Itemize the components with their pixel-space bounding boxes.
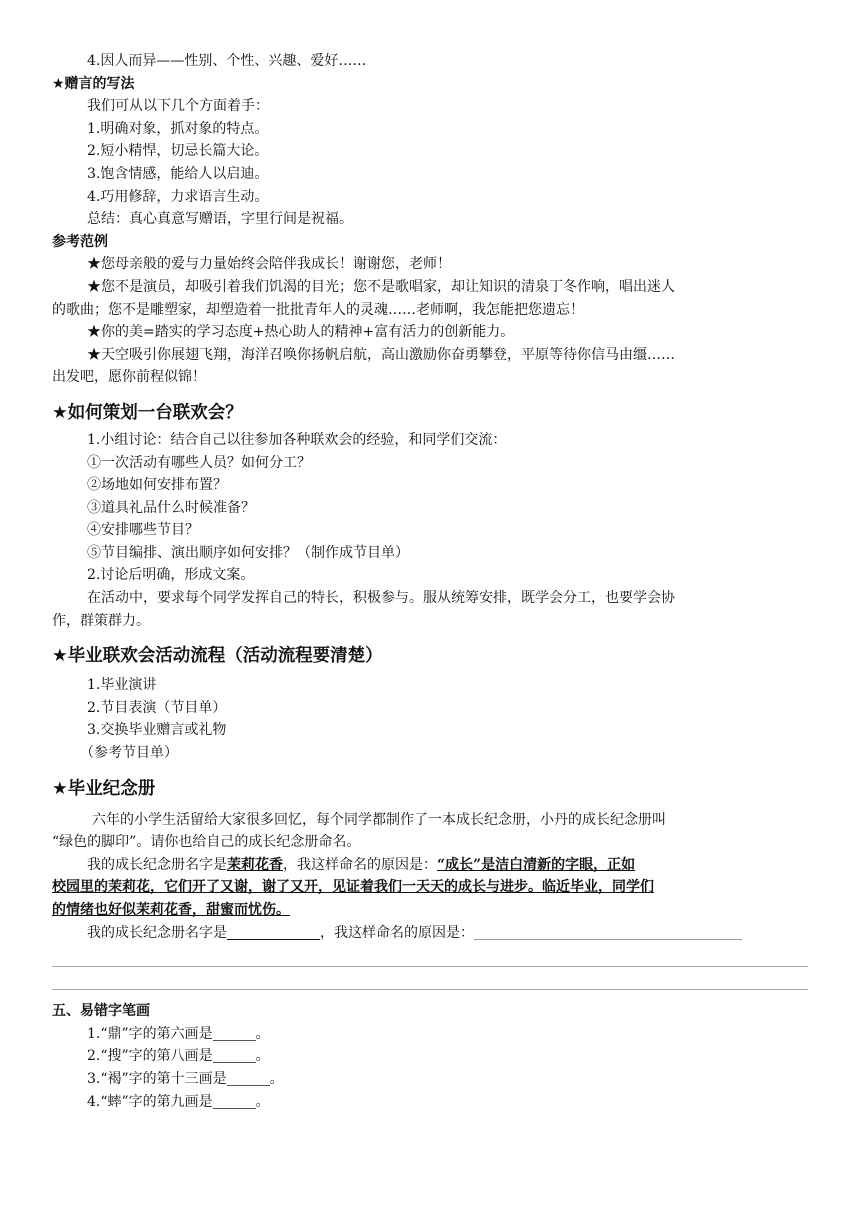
plan-note-line-1: 在活动中，要求每个同学发挥自己的特长，积极参与。服从统筹安排，既学会分工，也要学会协 [87,590,675,607]
zengyan-heading: ★赠言的写法 [52,75,135,92]
album-example-mid: ，我这样命名的原因是： [283,856,437,873]
flow-item-3: 3.交换毕业赠言或礼物 [87,722,227,739]
examples-heading: 参考范例 [52,233,108,250]
album-intro-line-1: 六年的小学生活留给大家很多回忆，每个同学都制作了一本成长纪念册，小丹的成长纪念册叫 [92,811,666,828]
top-item-4: 4.因人而异——性别、个性、兴趣、爱好…… [87,53,367,69]
example-4-line-2: 出发吧，愿你前程似锦！ [52,369,206,386]
plan-step-1: 1.小组讨论：结合自己以往参加各种联欢会的经验，和同学们交流： [87,431,507,448]
plan-question-1: ①一次活动有哪些人员？如何分工？ [87,454,311,471]
stroke-item-4-blank[interactable] [213,1095,256,1109]
stroke-item-2 [52,1045,808,1068]
album-example-reason-2: 校园里的茉莉花，它们开了又谢，谢了又开，见证着我们一天天的成长与进步。临近毕业，同学们 [52,879,654,896]
example-1: ★您母亲般的爱与力量始终会陪伴我成长！谢谢您，老师！ [87,256,451,273]
answer-rule-1[interactable] [52,944,808,967]
zengyan-item-4: 4.巧用修辞，力求语言生动。 [87,188,269,205]
example-4-line-1: ★天空吸引你展翅飞翔，海洋召唤你扬帆启航，高山激励你奋勇攀登，平原等待你信马由缰…… [87,346,675,363]
album-reason-blank[interactable] [474,925,742,940]
stroke-item-1 [52,1023,808,1046]
album-mine-mid: ，我这样命名的原因是： [320,924,474,941]
plan-question-4: ④安排哪些节目？ [87,522,199,539]
stroke-item-4 [52,1091,808,1114]
zengyan-summary: 总结：真心真意写赠语，字里行间是祝福。 [87,211,353,228]
album-example-line-1 [52,854,808,877]
plan-question-5: ⑤节目编排、演出顺序如何安排？（制作成节目单） [87,544,409,561]
album-example-name: 茉莉花香 [227,856,283,873]
worksheet-page [52,50,808,1113]
flow-item-2: 2.节目表演（节目单） [87,699,227,716]
flow-heading: ★毕业联欢会活动流程（活动流程要清楚） [52,646,383,667]
stroke-item-1-blank[interactable] [213,1027,256,1041]
album-name-blank[interactable] [227,925,320,940]
answer-rule-2[interactable] [52,967,808,990]
stroke-item-3 [52,1068,808,1091]
flow-item-1: 1.毕业演讲 [87,677,157,694]
zengyan-item-2: 2.短小精悍，切忌长篇大论。 [87,143,269,160]
strokes-heading: 五、易错字笔画 [52,1003,150,1020]
album-example-prefix: 我的成长纪念册名字是 [87,856,227,873]
stroke-item-4-text: 4.“蟀”字的第九画是 [87,1093,213,1110]
stroke-item-1-text: 1.“鼎”字的第六画是 [87,1025,213,1042]
plan-question-2: ②场地如何安排布置？ [87,477,227,494]
album-intro-line-2: “绿色的脚印”。请你也给自己的成长纪念册命名。 [52,834,361,851]
example-3: ★你的美=踏实的学习态度+热心助人的精神+富有活力的创新能力。 [87,324,515,341]
stroke-item-3-blank[interactable] [227,1072,270,1086]
album-example-reason-3: 的情绪也好似茉莉花香，甜蜜而忧伤。 [52,902,290,918]
plan-question-3: ③道具礼品什么时候准备？ [87,499,255,516]
plan-step-2: 2.讨论后明确，形成文案。 [87,567,255,584]
album-mine-line [52,922,808,945]
stroke-item-1-end: 。 [255,1025,270,1042]
album-example-reason-1: “成长”是洁白清新的字眼，正如 [437,856,636,873]
zengyan-intro: 我们可从以下几个方面着手： [87,98,269,115]
stroke-item-2-text: 2.“搜”字的第八画是 [87,1048,213,1065]
stroke-item-2-blank[interactable] [213,1049,256,1063]
example-2-line-1: ★您不是演员，却吸引着我们饥渴的目光；您不是歌唱家，却让知识的清泉丁冬作响，唱出迷人 [87,278,675,295]
zengyan-item-3: 3.饱含情感，能给人以启迪。 [87,165,269,182]
zengyan-item-1: 1.明确对象，抓对象的特点。 [87,120,269,137]
stroke-item-3-end: 。 [269,1070,284,1087]
plan-heading: ★如何策划一台联欢会？ [52,402,243,423]
flow-note: （参考节目单） [80,745,178,762]
album-mine-prefix: 我的成长纪念册名字是 [87,924,227,941]
stroke-item-2-end: 。 [255,1048,270,1065]
plan-note-line-2: 作，群策群力。 [52,612,150,629]
example-2-line-2: 的歌曲；您不是雕塑家，却塑造着一批批青年人的灵魂……老师啊，我怎能把您遗忘！ [52,301,584,318]
album-heading: ★毕业纪念册 [52,778,156,799]
stroke-item-3-text: 3.“褐”字的第十三画是 [87,1070,227,1087]
stroke-item-4-end: 。 [255,1093,270,1110]
